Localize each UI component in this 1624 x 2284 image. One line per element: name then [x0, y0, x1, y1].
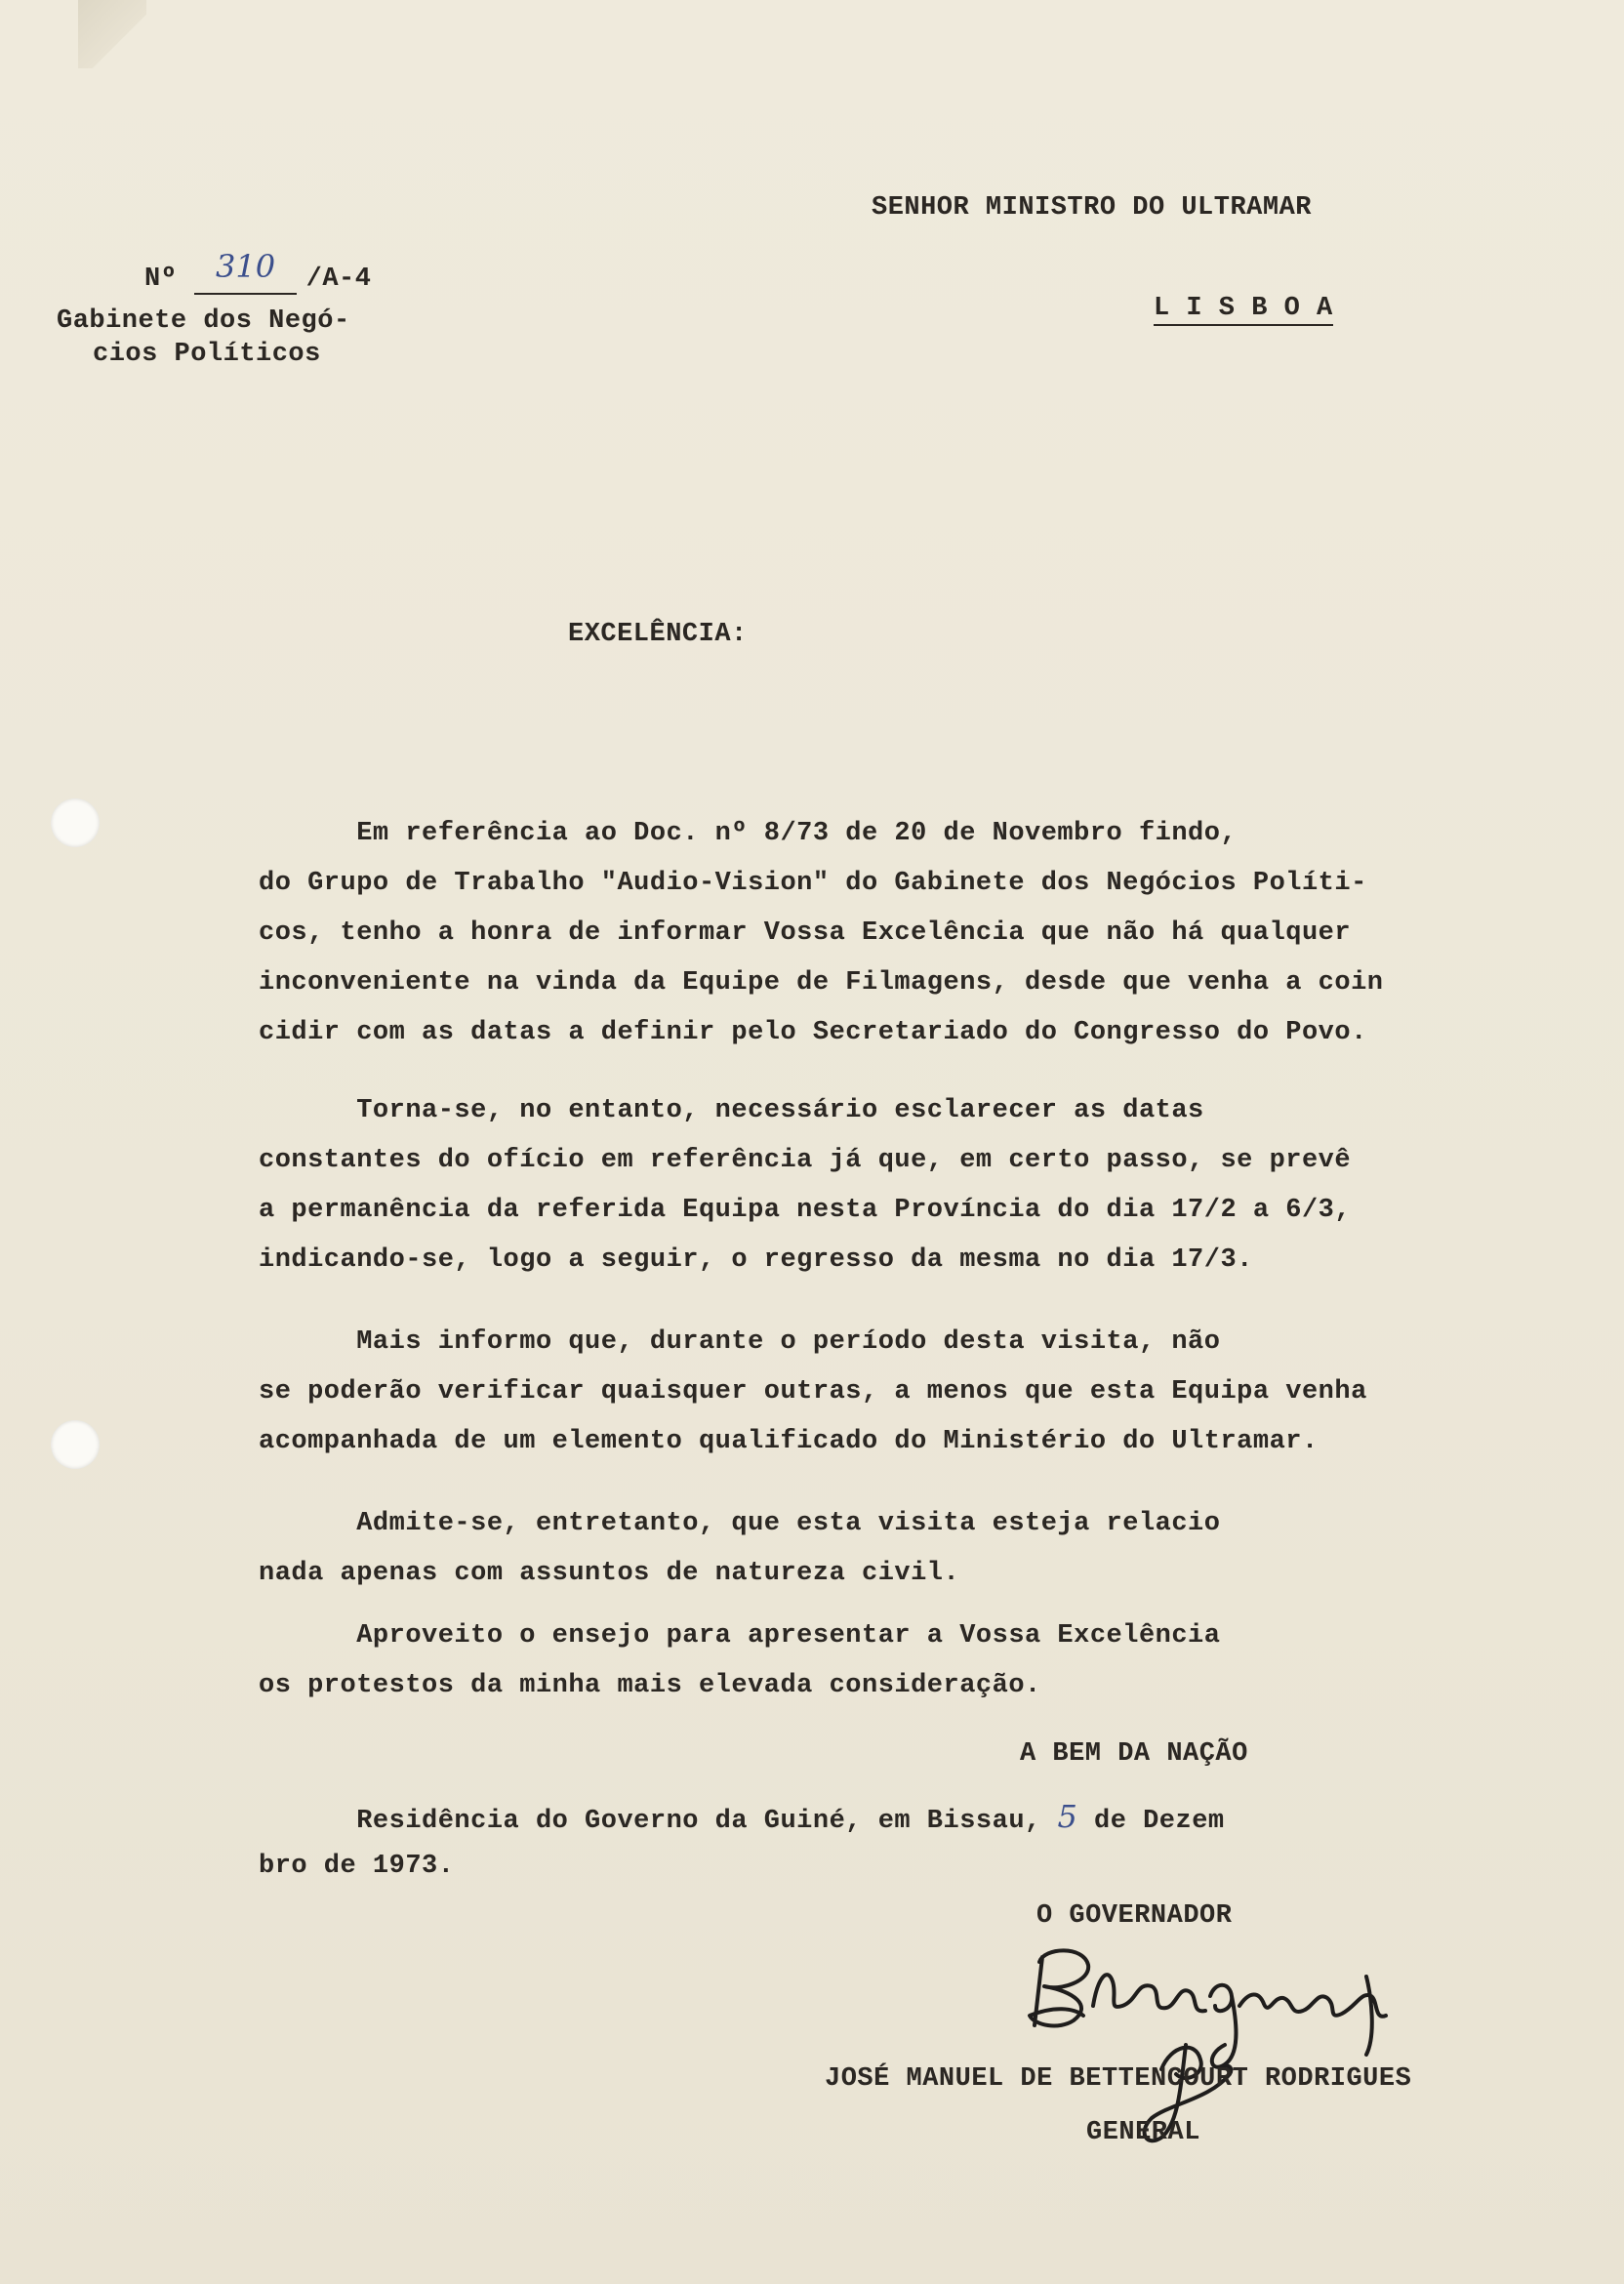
signatory-name: JOSÉ MANUEL DE BETTENCOURT RODRIGUES — [825, 2064, 1412, 2094]
paragraph-line: Torna-se, no entanto, necessário esclarecer as datas — [259, 1096, 1204, 1125]
paragraph-5 — [259, 1611, 1469, 1711]
paragraph-line: nada apenas com assuntos de natureza civil. — [259, 1559, 960, 1588]
paragraph-3 — [259, 1318, 1469, 1467]
paragraph-line: Mais informo que, durante o período desta visita, não — [259, 1327, 1221, 1357]
date-line-1 — [259, 1792, 1469, 1842]
office-line-2: cios Políticos — [93, 340, 321, 369]
punch-hole-top — [51, 798, 100, 847]
paragraph-2 — [259, 1086, 1469, 1285]
paragraph-line: Admite-se, entretanto, que esta visita esteja relacio — [259, 1509, 1221, 1538]
addressee: SENHOR MINISTRO DO ULTRAMAR — [872, 193, 1312, 223]
signatory-rank: GENERAL — [1086, 2118, 1200, 2147]
city: L I S B O A — [1154, 296, 1333, 326]
signature-title: O GOVERNADOR — [1036, 1901, 1233, 1931]
date-after: de Dezem — [1077, 1807, 1225, 1836]
closing-formula: A BEM DA NAÇÃO — [1020, 1739, 1248, 1769]
office-line-1: Gabinete dos Negó- — [57, 306, 350, 336]
paragraph-line: acompanhada de um elemento qualificado do Ministério do Ultramar. — [259, 1427, 1319, 1456]
page-corner-fold — [78, 0, 146, 68]
paragraph-line: constantes do ofício em referência já que, em certo passo, se prevê — [259, 1146, 1352, 1175]
date-line-2: bro de 1973. — [259, 1852, 455, 1881]
ref-prefix: Nº — [144, 265, 178, 294]
paragraph-line: do Grupo de Trabalho "Audio-Vision" do Gabinete dos Negócios Políti- — [259, 869, 1367, 898]
paragraph-line: cidir com as datas a definir pelo Secretariado do Congresso do Povo. — [259, 1018, 1367, 1047]
paragraph-line: Aproveito o ensejo para apresentar a Vossa Excelência — [259, 1621, 1221, 1651]
date-before: Residência do Governo da Guiné, em Bissau, — [259, 1807, 1058, 1836]
paragraph-4 — [259, 1499, 1469, 1599]
reference-number — [144, 248, 372, 295]
ref-number-handwritten: 310 — [215, 248, 276, 285]
paragraph-line: Em referência ao Doc. nº 8/73 de 20 de Novembro findo, — [259, 819, 1238, 848]
paragraph-line: os protestos da minha mais elevada consideração. — [259, 1671, 1041, 1700]
punch-hole-bottom — [51, 1420, 100, 1469]
date-line — [259, 1792, 1469, 1892]
ref-suffix: /A-4 — [305, 265, 372, 294]
paragraph-line: cos, tenho a honra de informar Vossa Excelência que não há qualquer — [259, 918, 1352, 948]
salutation: EXCELÊNCIA: — [568, 620, 748, 649]
handwritten-signature — [1015, 1937, 1425, 2152]
date-day-handwritten: 5 — [1057, 1798, 1078, 1835]
paragraph-line: a permanência da referida Equipa nesta Província do dia 17/2 a 6/3, — [259, 1196, 1352, 1225]
paragraph-1 — [259, 809, 1469, 1058]
paragraph-line: indicando-se, logo a seguir, o regresso da mesma no dia 17/3. — [259, 1245, 1253, 1275]
paragraph-line: se poderão verificar quaisquer outras, a menos que esta Equipa venha — [259, 1377, 1367, 1407]
ref-number-blank — [194, 248, 297, 295]
paragraph-line: inconveniente na vinda da Equipe de Filmagens, desde que venha a coin — [259, 968, 1384, 998]
